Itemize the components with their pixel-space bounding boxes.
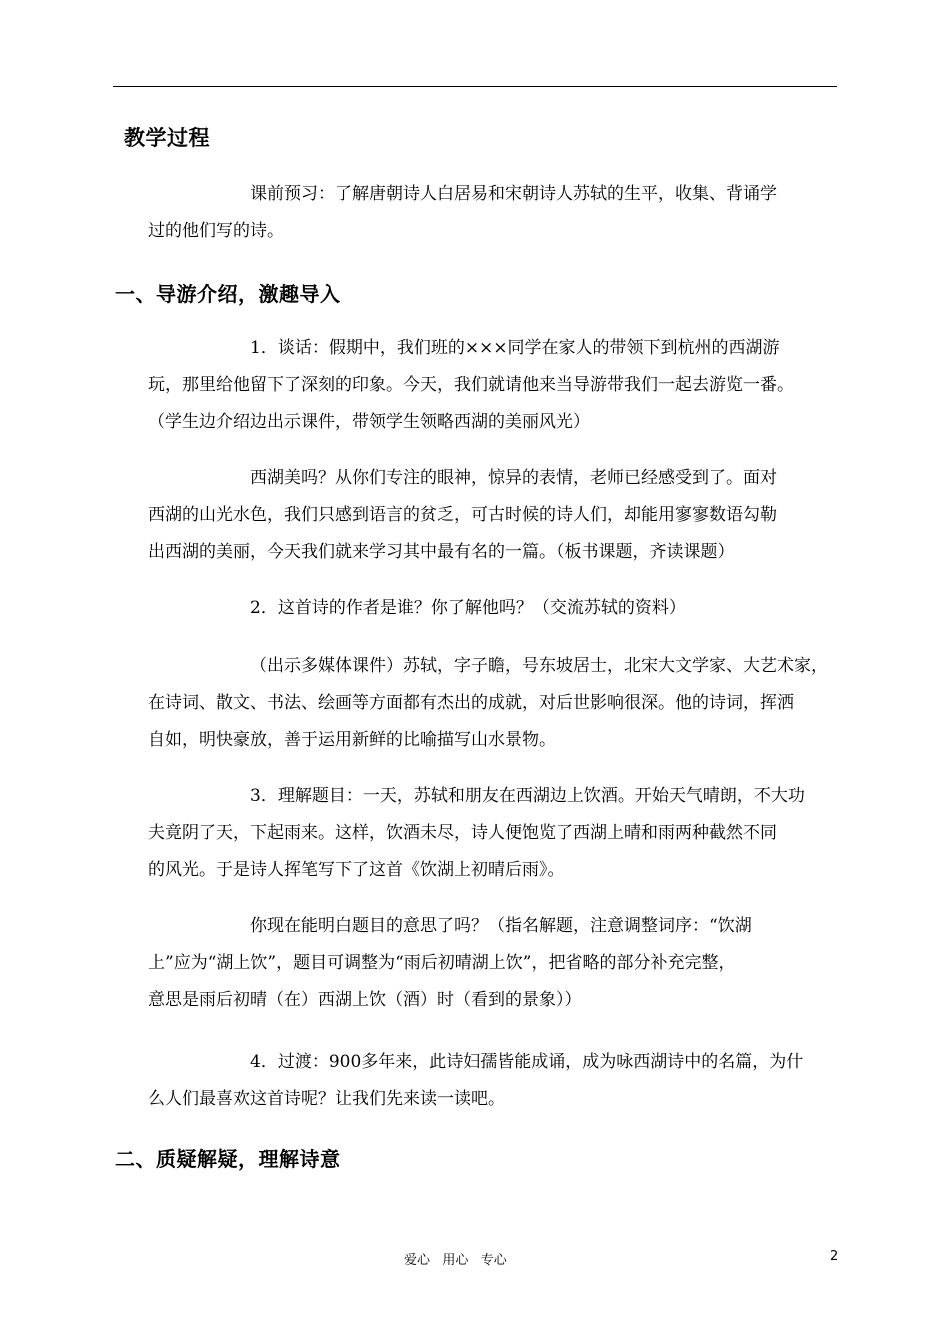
p5-line-2: 夫竟阴了天，下起雨来。这样，饮酒未尽，诗人便饱览了西湖上晴和雨两种截然不同: [148, 823, 777, 843]
p1-line-3: （学生边介绍边出示课件，带领学生领略西湖的美丽风光）: [148, 412, 590, 432]
p7-line-1: 4．过渡：900多年来，此诗妇孺皆能成诵，成为咏西湖诗中的名篇，为什: [250, 1052, 804, 1072]
paragraph-1: [148, 330, 838, 441]
heading-1: 一、导游介绍，激趣导入: [115, 282, 341, 306]
p5-line-1: 3．理解题目：一天，苏轼和朋友在西湖边上饮酒。开始天气晴朗，不大功: [250, 786, 805, 806]
paragraph-3: [148, 590, 838, 627]
preview-line-1: 课前预习：了解唐朝诗人白居易和宋朝诗人苏轼的生平，收集、背诵学: [250, 184, 777, 204]
section-title: 教学过程: [124, 126, 210, 150]
p6-line-2: 上”应为“湖上饮”，题目可调整为“雨后初晴湖上饮”，把省略的部分补充完整，: [148, 953, 736, 973]
preview-line-2: 过的他们写的诗。: [148, 221, 284, 241]
p4-line-1: （出示多媒体课件）苏轼，字子瞻，号东坡居士，北宋大文学家、大艺术家，: [250, 656, 828, 676]
p2-line-2: 西湖的山光水色，我们只感到语言的贫乏，可古时候的诗人们，却能用寥寥数语勾勒: [148, 505, 777, 525]
p6-line-1: 你现在能明白题目的意思了吗？（指名解题，注意调整词序：“饮湖: [250, 916, 752, 936]
p7-line-2: 么人们最喜欢这首诗呢？让我们先来读一读吧。: [148, 1089, 505, 1109]
heading-2: 二、质疑解疑，理解诗意: [115, 1147, 341, 1171]
p1-line-1: 1．谈话：假期中，我们班的×××同学在家人的带领下到杭州的西湖游: [250, 338, 780, 358]
p2-line-3: 出西湖的美丽，今天我们就来学习其中最有名的一篇。（板书课题，齐读课题）: [148, 542, 735, 562]
p1-line-2: 玩，那里给他留下了深刻的印象。今天，我们就请他来当导游带我们一起去游览一番。: [148, 375, 794, 395]
footer-motto: 爱心 用心 专心: [404, 1253, 507, 1268]
paragraph-4: [148, 648, 838, 759]
p4-line-2: 在诗词、散文、书法、绘画等方面都有杰出的成就，对后世影响很深。他的诗词，挥洒: [148, 693, 794, 713]
paragraph-5: [148, 778, 838, 889]
p5-line-3: 的风光。于是诗人挥笔写下了这首《饮湖上初晴后雨》。: [148, 860, 565, 880]
p2-line-1: 西湖美吗？从你们专注的眼神，惊异的表情，老师已经感受到了。面对: [250, 468, 777, 488]
page-number: 2: [830, 1249, 839, 1264]
paragraph-6: [148, 908, 838, 1019]
p3-line-1: 2．这首诗的作者是谁？你了解他吗？（交流苏轼的资料）: [250, 598, 686, 618]
paragraph-7: [148, 1044, 838, 1118]
p6-line-3: 意思是雨后初晴（在）西湖上饮（酒）时（看到的景象））: [148, 990, 582, 1010]
p4-line-3: 自如，明快豪放，善于运用新鲜的比喻描写山水景物。: [148, 730, 556, 750]
paragraph-2: [148, 460, 838, 571]
preview-paragraph: [148, 176, 838, 250]
